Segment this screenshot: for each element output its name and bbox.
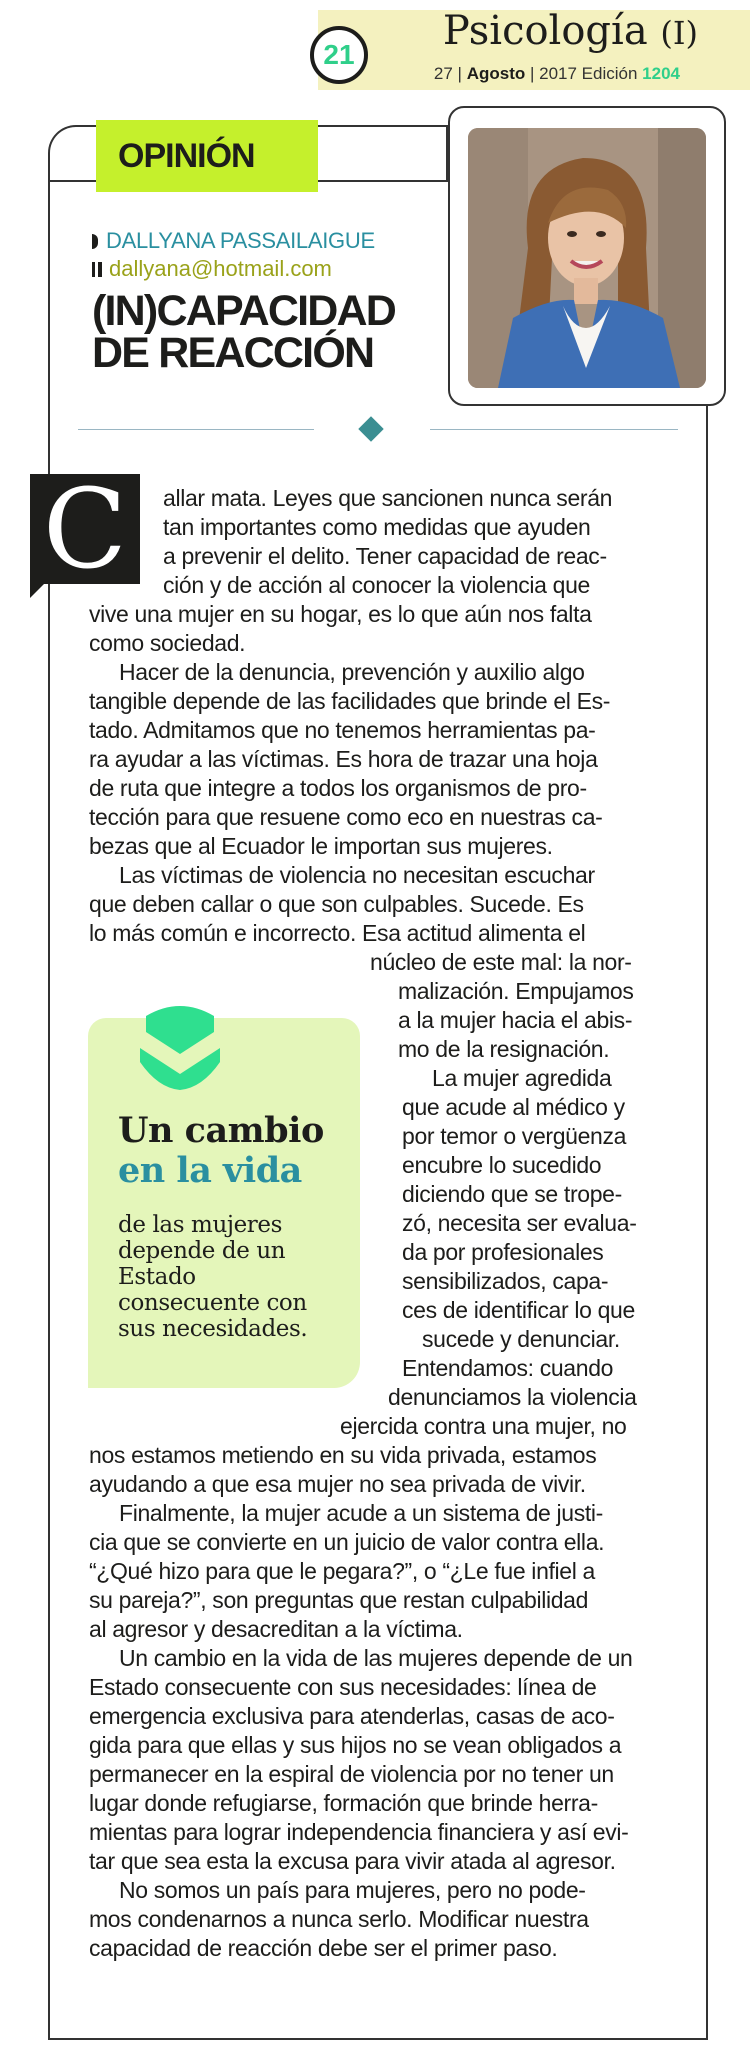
- body-line: mientas para lograr independencia financiera y así evi-: [89, 1819, 629, 1845]
- body-line: allar mata. Leyes que sancionen nunca serán: [163, 485, 613, 511]
- divider-line-right: [430, 429, 678, 430]
- section-title: [443, 8, 698, 54]
- article-headline: [92, 287, 396, 377]
- divider-diamond-icon: [358, 416, 383, 441]
- issue-line: 27 | Agosto | 2017 Edición 1204: [433, 64, 680, 83]
- body-line: núcleo de este mal: la nor-: [370, 949, 632, 975]
- body-line: emergencia exclusiva para atenderlas, casas de aco-: [89, 1703, 615, 1729]
- issue-month: Agosto: [466, 64, 526, 83]
- body-line: al agresor y desacreditan a la víctima.: [89, 1616, 463, 1642]
- body-line: zó, necesita ser evalua-: [402, 1210, 637, 1236]
- body-line: tar que sea esta la excusa para vivir atada al agresor.: [89, 1848, 616, 1874]
- body-line: a prevenir el delito. Tener capacidad de reac-: [163, 543, 607, 569]
- body-line: de ruta que integre a todos los organismos de pro-: [89, 775, 587, 801]
- issue-year: 2017 Edición: [539, 64, 638, 83]
- body-line: vive una mujer en su hogar, es lo que aún nos falta: [89, 601, 592, 627]
- frame-left-rule: [48, 180, 50, 2040]
- body-line: da por profesionales: [402, 1239, 604, 1265]
- headline-line: (IN)CAPACIDAD: [92, 287, 396, 335]
- pull-quote-line: Estado: [118, 1264, 196, 1290]
- drop-cap: C: [30, 474, 140, 584]
- bullet-icon: [92, 234, 98, 249]
- bullet-bars-icon: [92, 262, 98, 277]
- author-name: [92, 228, 375, 254]
- body-line: Hacer de la denuncia, prevención y auxilio algo: [119, 659, 585, 685]
- edition-number: 1204: [642, 64, 680, 83]
- issue-day: 27: [433, 64, 453, 83]
- body-line: capacidad de reacción debe ser el primer paso.: [89, 1935, 558, 1961]
- body-line: ejercida contra una mujer, no: [340, 1413, 627, 1439]
- pull-quote-heading-2: en la vida: [118, 1150, 302, 1191]
- body-line: No somos un país para mujeres, pero no pode-: [119, 1877, 586, 1903]
- body-line: permanecer en la espiral de violencia por no tener un: [89, 1761, 614, 1787]
- body-line: que deben callar o que son culpables. Sucede. Es: [89, 891, 584, 917]
- pull-quote-line: depende de un: [118, 1238, 286, 1264]
- body-line: tangible depende de las facilidades que brinde el Es-: [89, 688, 611, 714]
- body-line: “¿Qué hizo para que le pegara?”, o “¿Le fue infiel a: [89, 1558, 595, 1584]
- body-line: que acude al médico y: [402, 1094, 625, 1120]
- body-line: mo de la resignación.: [398, 1036, 610, 1062]
- body-line: lugar donde refugiarse, formación que brinde herra-: [89, 1790, 598, 1816]
- body-line: lo más común e incorrecto. Esa actitud alimenta el: [89, 920, 586, 946]
- page-number: 21: [310, 26, 368, 84]
- body-line: su pareja?”, son preguntas que restan culpabilidad: [89, 1587, 589, 1613]
- body-line: ayudando a que esa mujer no sea privada de vivir.: [89, 1471, 586, 1497]
- body-line: nos estamos metiendo en su vida privada, estamos: [89, 1442, 597, 1468]
- body-line: Un cambio en la vida de las mujeres depende de un: [119, 1645, 633, 1671]
- body-line: sucede y denunciar.: [422, 1326, 620, 1352]
- body-line: gida para que ellas y sus hijos no se vean obligados a: [89, 1732, 622, 1758]
- body-line: ción y de acción al conocer la violencia que: [163, 572, 590, 598]
- body-line: ra ayudar a las víctimas. Es hora de trazar una hoja: [89, 746, 598, 772]
- pull-quote-heading-1: Un cambio: [118, 1110, 324, 1151]
- author-email: [92, 256, 332, 282]
- section-part: (I): [660, 14, 698, 52]
- drop-cap-tab: [30, 584, 44, 598]
- body-line: por temor o vergüenza: [402, 1123, 627, 1149]
- frame-right-rule: [706, 400, 708, 2040]
- body-line: encubre lo sucedido: [402, 1152, 602, 1178]
- body-line: tado. Admitamos que no tenemos herramientas pa-: [89, 717, 596, 743]
- pull-quote-line: de las mujeres: [118, 1212, 283, 1238]
- chevron-down-icon: [132, 1002, 228, 1098]
- section-name: Psicología: [442, 8, 648, 54]
- body-line: Estado consecuente con sus necesidades: línea de: [89, 1674, 597, 1700]
- pull-quote-line: consecuente con: [118, 1290, 307, 1316]
- body-line: diciendo que se trope-: [402, 1181, 622, 1207]
- headline-line: DE REACCIÓN: [92, 329, 374, 377]
- body-line: ces de identificar lo que: [402, 1297, 635, 1323]
- body-line: Finalmente, la mujer acude a un sistema de justi-: [119, 1500, 603, 1526]
- body-line: Las víctimas de violencia no necesitan escuchar: [119, 862, 595, 888]
- frame-bottom-rule: [48, 2038, 708, 2040]
- body-line: mos condenarnos a nunca serlo. Modificar nuestra: [89, 1906, 589, 1932]
- body-line: denunciamos la violencia: [388, 1384, 637, 1410]
- body-line: malización. Empujamos: [398, 978, 634, 1004]
- author-email-text: dallyana@hotmail.com: [109, 256, 332, 281]
- divider-line-left: [78, 429, 314, 430]
- body-line: sensibilizados, capa-: [402, 1268, 609, 1294]
- author-photo: [468, 128, 706, 388]
- author-name-text: DALLYANA PASSAILAIGUE: [106, 228, 375, 253]
- body-line: como sociedad.: [89, 630, 246, 656]
- body-line: bezas que al Ecuador le importan sus mujeres.: [89, 833, 553, 859]
- opinion-tag: OPINIÓN: [96, 120, 318, 192]
- body-line: cia que se convierte en un juicio de valor contra ella.: [89, 1529, 605, 1555]
- pull-quote-line: sus necesidades.: [118, 1316, 308, 1342]
- body-line: Entendamos: cuando: [402, 1355, 614, 1381]
- body-line: a la mujer hacia el abis-: [398, 1007, 633, 1033]
- author-portrait-image: [468, 128, 706, 388]
- body-line: tan importantes como medidas que ayuden: [163, 514, 591, 540]
- body-line: tección para que resuene como eco en nuestras ca-: [89, 804, 603, 830]
- body-line: La mujer agredida: [432, 1065, 612, 1091]
